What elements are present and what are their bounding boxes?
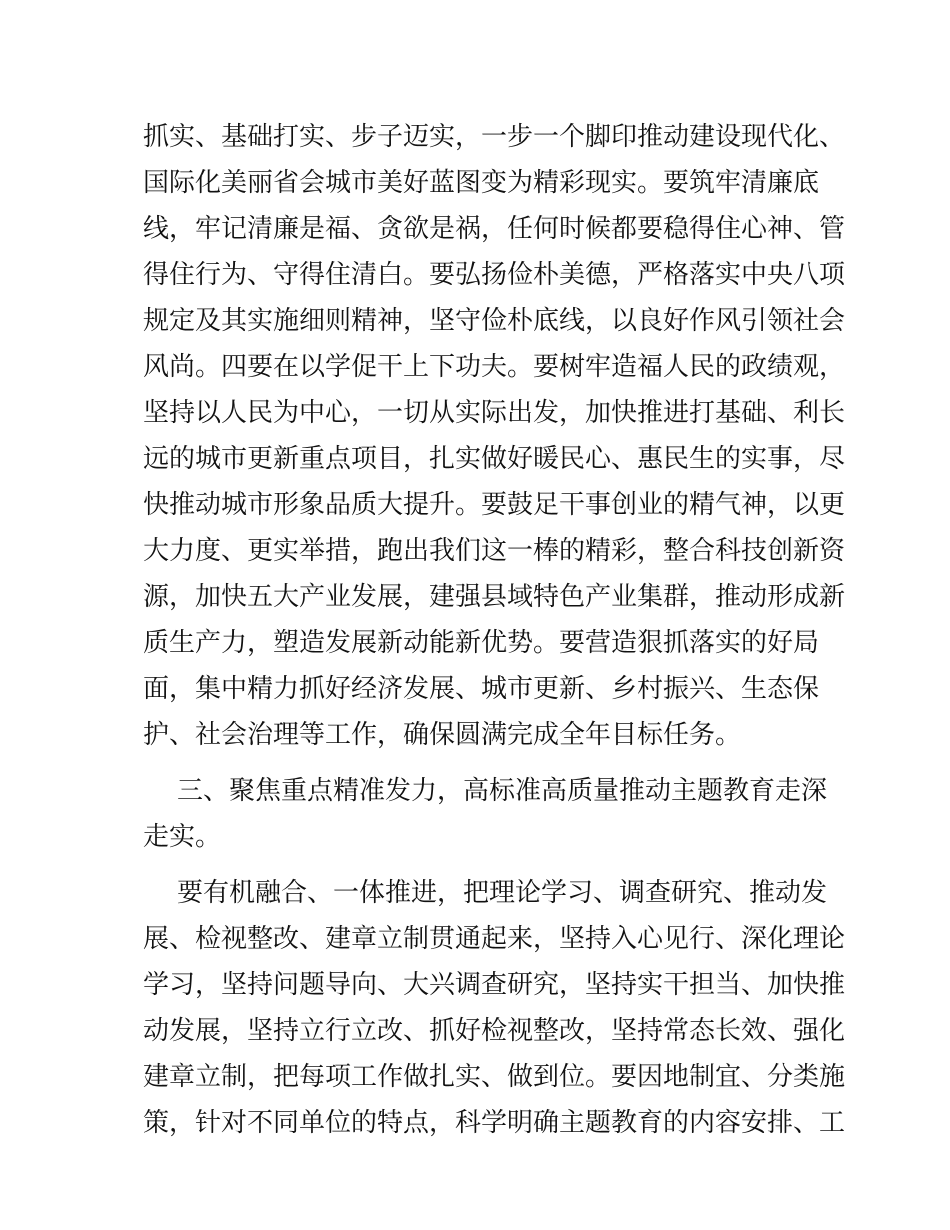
text-line: 抓实、基础打实、步子迈实，一步一个脚印推动建设现代化、 (143, 122, 846, 152)
heading-line: 走实。 (143, 822, 222, 852)
text-line: 展、检视整改、建章立制贯通起来，坚持入心见行、深化理论 (143, 924, 846, 954)
text-line: 坚持以人民为中心，一切从实际出发，加快推进打基础、利长 (143, 398, 846, 428)
text-line: 建章立制，把每项工作做扎实、做到位。要因地制宜、分类施 (143, 1062, 846, 1092)
text-line: 远的城市更新重点项目，扎实做好暖民心、惠民生的实事，尽 (143, 444, 846, 474)
text-line: 大力度、更实举措，跑出我们这一棒的精彩，整合科技创新资 (143, 536, 846, 566)
text-line: 源，加快五大产业发展，建强县域特色产业集群，推动形成新 (143, 582, 846, 612)
text-line: 策，针对不同单位的特点，科学明确主题教育的内容安排、工 (143, 1108, 846, 1138)
text-line: 护、社会治理等工作，确保圆满完成全年目标任务。 (143, 720, 742, 750)
text-line: 面，集中精力抓好经济发展、城市更新、乡村振兴、生态保 (143, 674, 820, 704)
text-line: 规定及其实施细则精神，坚守俭朴底线，以良好作风引领社会 (143, 306, 846, 336)
text-line: 线，牢记清廉是福、贪欲是祸，任何时候都要稳得住心神、管 (143, 214, 846, 244)
text-line: 动发展，坚持立行立改、抓好检视整改，坚持常态长效、强化 (143, 1016, 846, 1046)
text-line: 国际化美丽省会城市美好蓝图变为精彩现实。要筑牢清廉底 (143, 168, 820, 198)
text-line: 快推动城市形象品质大提升。要鼓足干事创业的精气神，以更 (143, 490, 846, 520)
text-line: 得住行为、守得住清白。要弘扬俭朴美德，严格落实中央八项 (143, 260, 846, 290)
text-line: 质生产力，塑造发展新动能新优势。要营造狠抓落实的好局 (143, 628, 820, 658)
heading-line: 三、聚焦重点精准发力，高标准高质量推动主题教育走深 (177, 776, 828, 806)
text-line: 学习，坚持问题导向、大兴调查研究，坚持实干担当、加快推 (143, 970, 846, 1000)
text-line: 要有机融合、一体推进，把理论学习、调查研究、推动发 (177, 878, 828, 908)
text-line: 风尚。四要在以学促干上下功夫。要树牢造福人民的政绩观， (143, 352, 846, 382)
